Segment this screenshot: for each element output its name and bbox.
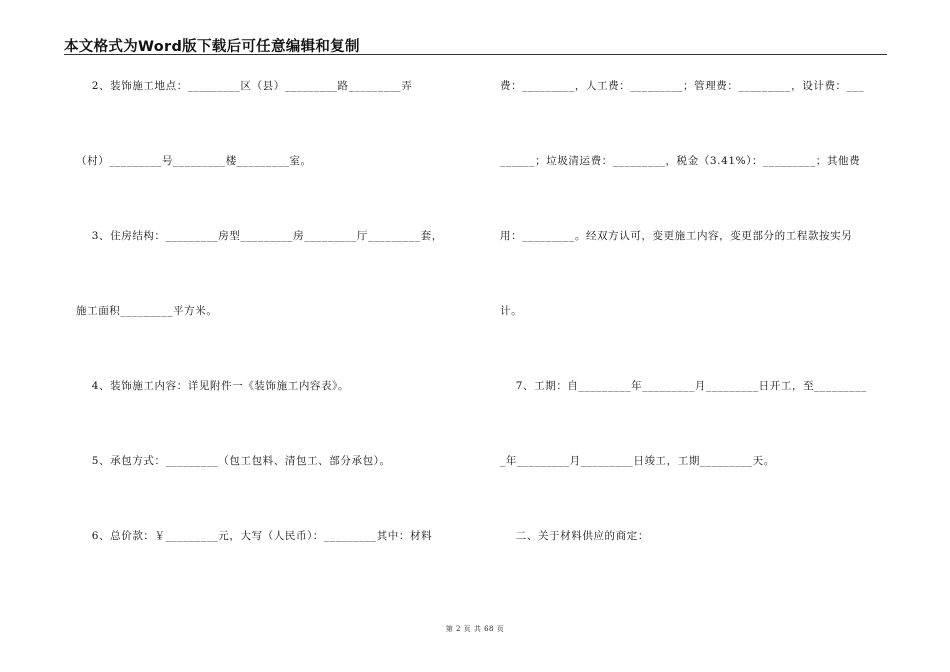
paragraph-line: 二、关于材料供应的商定： — [500, 530, 649, 542]
paragraph-line: （村）_________号_________楼_________室。 — [76, 155, 312, 167]
paragraph-line: _年_________月_________日竣工，工期_________天。 — [500, 455, 775, 467]
paragraph-line: 4、装饰施工内容：详见附件一《装饰施工内容表》。 — [76, 380, 350, 392]
document-header: 本文格式为Word版下载后可任意编辑和复制 — [64, 39, 360, 55]
paragraph-line: ______；垃圾清运费：_________，税金（3.41%）：_________；其他费 — [500, 155, 861, 167]
paragraph-line: 5、承包方式：_________（包工包料、清包工、部分承包）。 — [76, 455, 391, 467]
paragraph-line: 计。 — [500, 305, 523, 317]
page-number: 第 2 页 共 68 页 — [445, 625, 505, 633]
header-rule — [64, 54, 887, 55]
paragraph-line: 费：_________，人工费：_________；管理费：_________，设计费：___ — [500, 80, 865, 92]
paragraph-line: 3、住房结构：_________房型_________房_________厅_________套， — [76, 230, 443, 242]
paragraph-line: 用：_________。经双方认可，变更施工内容，变更部分的工程款按实另 — [500, 230, 853, 242]
paragraph-line: 2、装饰施工地点：_________区（县）_________路_________弄 — [76, 80, 413, 92]
paragraph-line: 7、工期：自_________年_________月_________日开工，至_________ — [500, 380, 867, 392]
paragraph-line: 6、总价款：￥_________元，大写（人民币）：_________其中：材料 — [76, 530, 433, 542]
paragraph-line: 施工面积_________平方米。 — [76, 305, 218, 317]
